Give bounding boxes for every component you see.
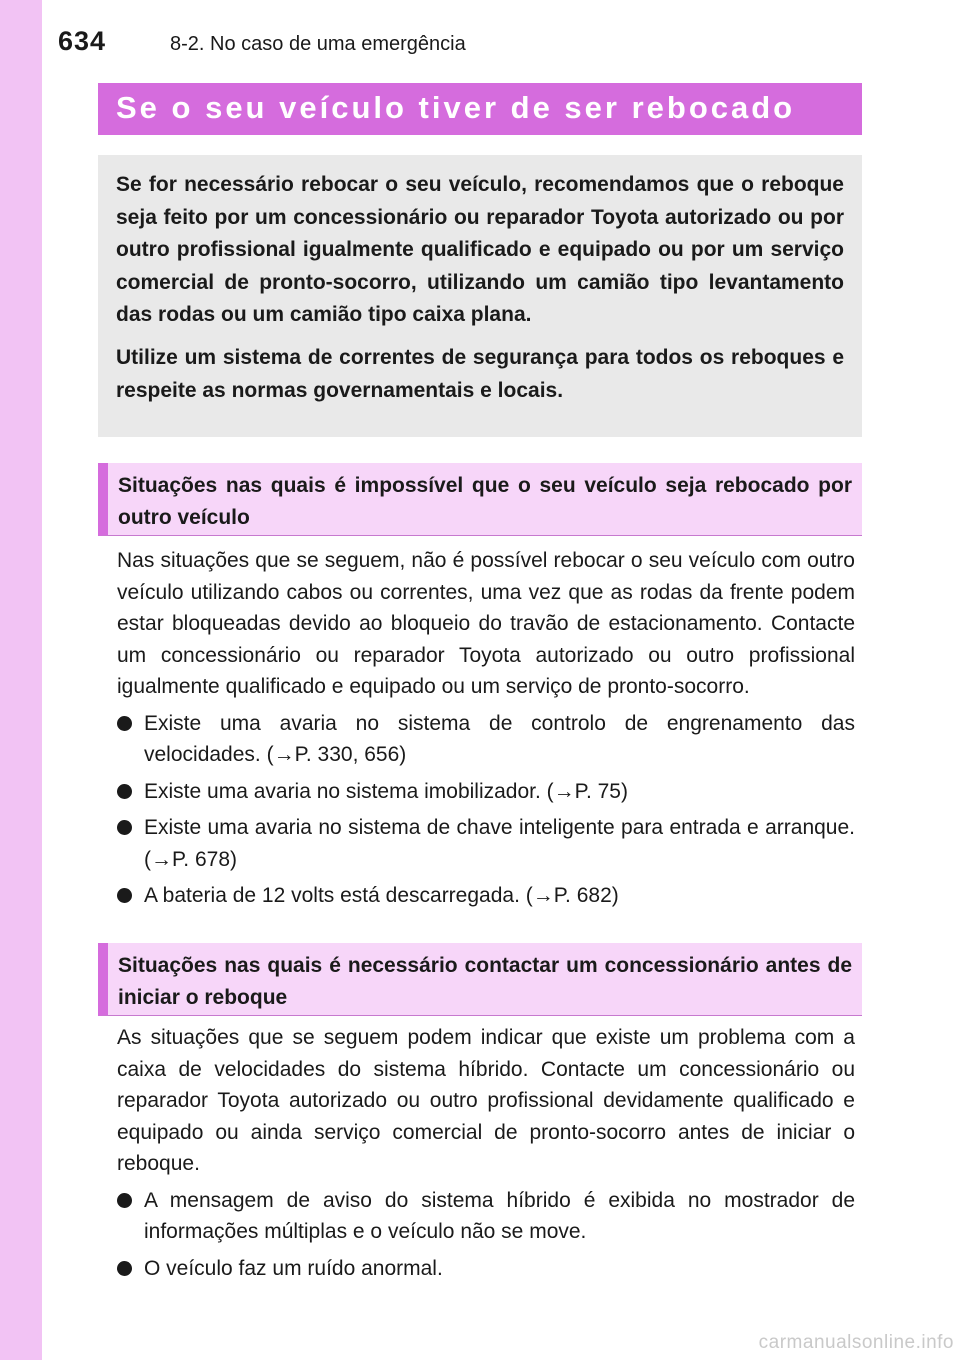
section2-body <box>117 1022 855 1284</box>
section1-body <box>117 545 855 912</box>
section2-paragraph: As situações que se seguem podem indicar que existe um problema com a caixa de velocidades do sistema híbrido. Contacte um concessionário ou reparador Toyota autorizado ou outro profissional devidamente qualificado e equipado ou ainda serviço comercial de pronto-socorro antes de iniciar o reboque. <box>117 1026 855 1175</box>
intro-paragraph-1: Se for necessário rebocar o seu veículo, recomendamos que o reboque seja feito por um concessionário ou reparador Toyota autorizado ou por outro profissional igualmente qualificado e equipado ou por um serviço comercial de pronto-socorro, utilizando um camião tipo levantamento das rodas ou um camião tipo caixa plana. <box>116 173 844 327</box>
section1-heading-box <box>98 463 862 536</box>
section2-heading: Situações nas quais é necessário contactar um concessionário antes de iniciar o reboque <box>118 954 852 1009</box>
bullet-dot-icon <box>117 716 132 731</box>
list-item-text: Existe uma avaria no sistema de chave inteligente para entrada e arranque. (→P. 678) <box>144 816 855 871</box>
list-item-text: O veículo faz um ruído anormal. <box>144 1256 443 1280</box>
list-item-text: Existe uma avaria no sistema imobilizador. (→P. 75) <box>144 779 628 803</box>
bullet-dot-icon <box>117 1193 132 1208</box>
bullet-dot-icon <box>117 820 132 835</box>
list-item-text: A mensagem de aviso do sistema híbrido é exibida no mostrador de informações múltiplas e o veículo não se move. <box>144 1188 855 1243</box>
list-item <box>117 812 855 875</box>
list-item-text: Existe uma avaria no sistema de controlo de engrenamento das velocidades. (→P. 330, 656) <box>144 711 855 766</box>
list-item <box>117 1185 855 1248</box>
watermark: carmanualsonline.info <box>758 1332 954 1353</box>
section1-paragraph: Nas situações que se seguem, não é possível rebocar o seu veículo com outro veículo utilizando cabos ou correntes, uma vez que as rodas da frente podem estar bloqueadas devido ao bloqueio do travão de estacionamento. Contacte um concessionário ou reparador Toyota autorizado ou outro profissional igualmente qualificado e equipado ou um serviço de pronto-socorro. <box>117 549 855 698</box>
section-label: 8-2. No caso de uma emergência <box>170 33 466 55</box>
side-tab-bar <box>0 0 42 1360</box>
page-number: 634 <box>58 26 107 56</box>
bullet-dot-icon <box>117 1261 132 1276</box>
intro-paragraph-2: Utilize um sistema de correntes de segurança para todos os reboques e respeite as normas governamentais e locais. <box>116 345 844 402</box>
intro-box <box>98 155 862 437</box>
list-item <box>117 708 855 771</box>
section2-heading-box <box>98 943 862 1016</box>
list-item <box>117 880 855 912</box>
list-item <box>117 776 855 808</box>
list-item-text: A bateria de 12 volts está descarregada. (→P. 682) <box>144 884 619 907</box>
section1-bullet-list <box>117 708 855 912</box>
bullet-dot-icon <box>117 888 132 903</box>
list-item <box>117 1253 855 1285</box>
section1-heading: Situações nas quais é impossível que o seu veículo seja rebocado por outro veículo <box>118 474 852 529</box>
title-banner <box>98 83 862 135</box>
section2-bullet-list <box>117 1185 855 1285</box>
page-title: Se o seu veículo tiver de ser rebocado <box>116 90 796 125</box>
bullet-dot-icon <box>117 784 132 799</box>
